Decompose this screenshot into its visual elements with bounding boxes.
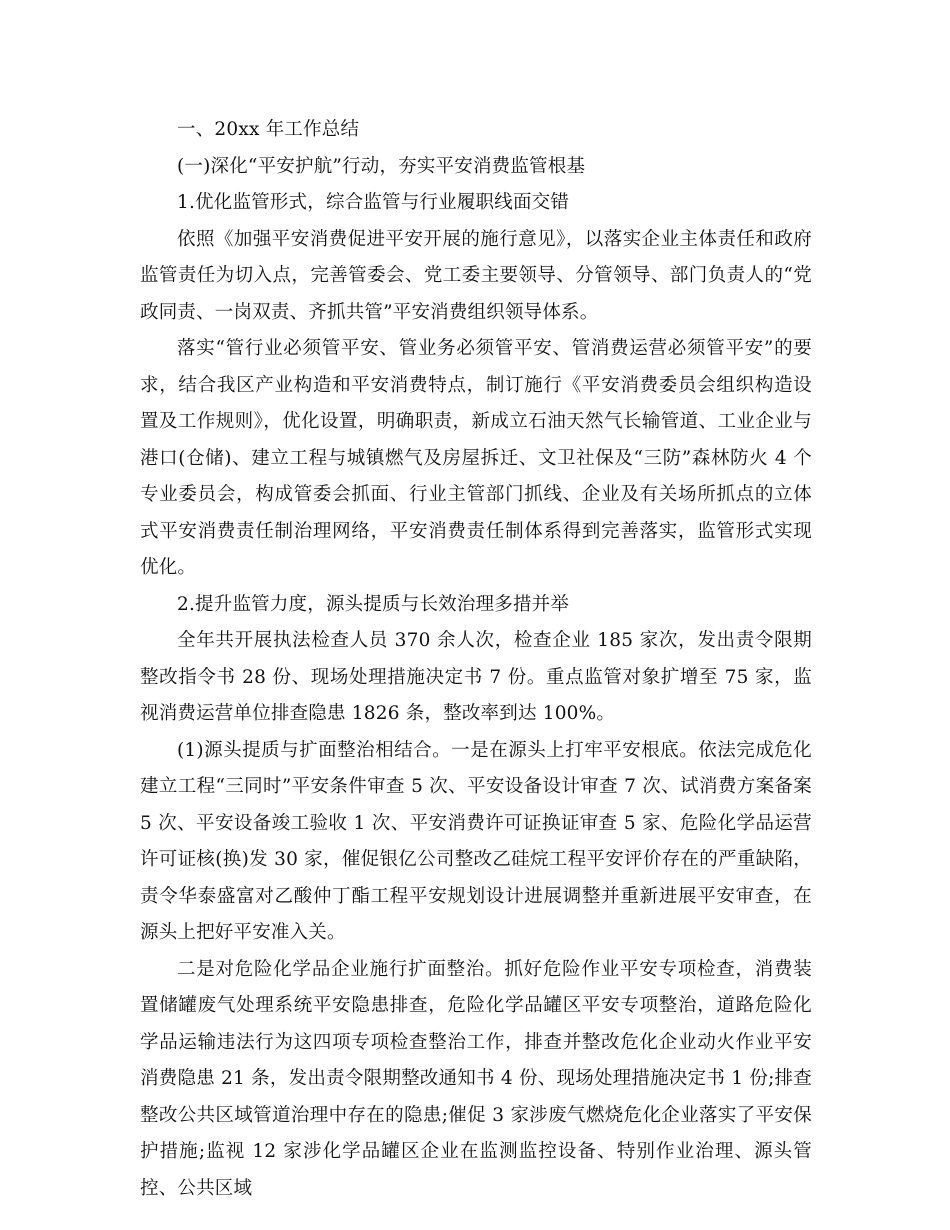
body-paragraph: (1)源头提质与扩面整治相结合。一是在源头上打牢平安根底。依法完成危化建立工程“三同时”平安条件审查 5 次、平安设备设计审查 7 次、试消费方案备案 5 次、平安设备竣工验收 1 次、平安消费许可证换证审查 5 家、危险化学品运营许可证核(换)发 30 家，催促银亿公司整改乙硅烷工程平安评价存在的严重缺陷，责令华泰盛富对乙酸仲丁酯工程平安规划设计进展调整并重新进展平安审查，在源头上把好平安准入关。: [140, 739, 812, 943]
section-heading: 一、20xx 年工作总结: [177, 119, 360, 140]
document-body: [140, 112, 812, 1207]
subsection-heading: (一)深化“平安护航”行动，夯实平安消费监管根基: [177, 155, 586, 177]
body-paragraph: 落实“管行业必须管平安、管业务必须管平安、管消费运营必须管平安”的要求，结合我区产业构造和平安消费特点，制订施行《平安消费委员会组织构造设置及工作规则》，优化设置，明确职责，新成立石油天然气长输管道、工业企业与港口(仓储)、建立工程与城镇燃气及房屋拆迁、文卫社保及“三防”森林防火 4 个专业委员会，构成管委会抓面、行业主管部门抓线、企业及有关场所抓点的立体式平安消费责任制治理网络，平安消费责任制体系得到完善落实，监管形式实现优化。: [140, 338, 812, 578]
body-paragraph: 二是对危险化学品企业施行扩面整治。抓好危险作业平安专项检查，消费装置储罐废气处理系统平安隐患排查，危险化学品罐区平安专项整治，道路危险化学品运输违法行为这四项专项检查整治工作，排查并整改危化企业动火作业平安消费隐患 21 条，发出责令限期整改通知书 4 份、现场处理措施决定书 1 份;排查整改公共区域管道治理中存在的隐患;催促 3 家涉废气燃烧危化企业落实了平安保护措施;监视 12 家涉化学品罐区企业在监测监控设备、特别作业治理、源头管控、公共区域: [140, 958, 812, 1199]
item-heading: 2.提升监管力度，源头提质与长效治理多措并举: [177, 593, 570, 615]
item-heading: 1.优化监管形式，综合监管与行业履职线面交错: [177, 192, 570, 213]
body-paragraph: 依照《加强平安消费促进平安开展的施行意见》，以落实企业主体责任和政府监管责任为切入点，完善管委会、党工委主要领导、分管领导、部门负责人的“党政同责、一岗双责、齐抓共管”平安消费组织领导体系。: [140, 228, 812, 323]
body-paragraph: 全年共开展执法检查人员 370 余人次，检查企业 185 家次，发出责令限期整改指令书 28 份、现场处理措施决定书 7 份。重点监管对象扩增至 75 家，监视消费运营单位排查隐患 1826 条，整改率到达 100%。: [140, 630, 812, 724]
